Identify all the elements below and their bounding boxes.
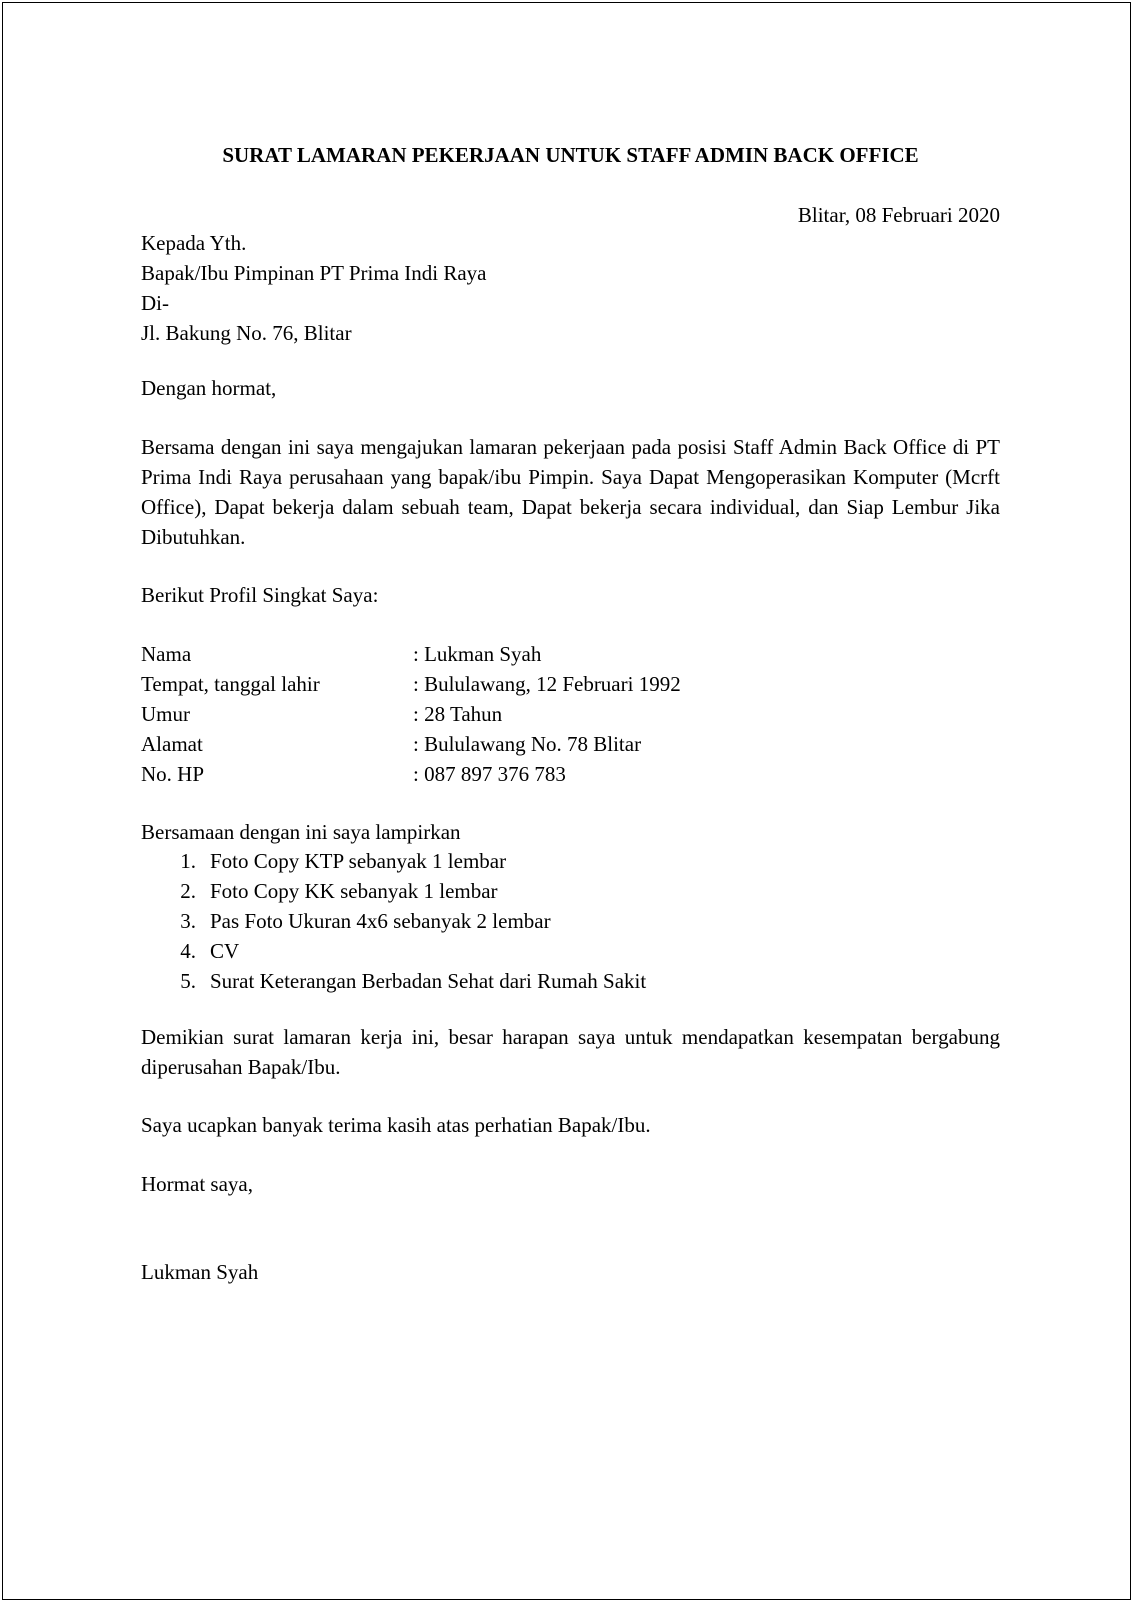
attachments-heading: Bersamaan dengan ini saya lampirkan <box>141 820 461 844</box>
letter-page <box>2 2 1131 1600</box>
letter-title: SURAT LAMARAN PEKERJAAN UNTUK STAFF ADMIN BACK OFFICE <box>222 143 919 167</box>
list-item-number: 3. <box>180 909 196 933</box>
sign-off: Hormat saya, <box>141 1172 253 1196</box>
profile-row <box>141 699 1000 729</box>
list-item-text: Foto Copy KTP sebanyak 1 lembar <box>210 849 507 873</box>
profile-value: : Lukman Syah <box>413 642 542 666</box>
profile-row <box>141 729 1000 759</box>
profile-row <box>141 639 1000 669</box>
list-item <box>141 846 1000 876</box>
list-item-text: Pas Foto Ukuran 4x6 sebanyak 2 lembar <box>210 909 551 933</box>
closing-paragraph: Demikian surat lamaran kerja ini, besar harapan saya untuk mendapatkan kesempatan bergabung diperusahan Bapak/Ibu. <box>141 1025 1000 1079</box>
profile-value: : Bululawang No. 78 Blitar <box>413 732 642 756</box>
profile-label: No. HP <box>141 762 205 786</box>
list-item-text: CV <box>210 939 240 963</box>
list-item <box>141 936 1000 966</box>
signature-name: Lukman Syah <box>141 1260 259 1284</box>
thanks-line: Saya ucapkan banyak terima kasih atas perhatian Bapak/Ibu. <box>141 1113 651 1137</box>
recipient-block <box>141 228 1000 348</box>
profile-heading: Berikut Profil Singkat Saya: <box>141 583 379 607</box>
list-item-number: 2. <box>180 879 196 903</box>
list-item <box>141 966 1000 996</box>
recipient-line: Kepada Yth. <box>141 231 247 255</box>
recipient-line: Jl. Bakung No. 76, Blitar <box>141 321 352 345</box>
list-item <box>141 876 1000 906</box>
letter-date: Blitar, 08 Februari 2020 <box>797 203 1000 227</box>
intro-paragraph: Bersama dengan ini saya mengajukan lamaran pekerjaan pada posisi Staff Admin Back Office di PT Prima Indi Raya perusahaan yang bapak/ibu Pimpin. Saya Dapat Mengoperasikan Komputer (Mcrft Office), Dapat bekerja dalam sebuah team, Dapat bekerja secara individual, dan Siap Lembur Jika Dibutuhkan. <box>141 435 1000 549</box>
attachments-list <box>141 846 1000 996</box>
profile-label: Umur <box>141 702 190 726</box>
profile-label: Tempat, tanggal lahir <box>141 672 320 696</box>
list-item-text: Surat Keterangan Berbadan Sehat dari Rumah Sakit <box>210 969 647 993</box>
list-item <box>141 906 1000 936</box>
recipient-line: Bapak/Ibu Pimpinan PT Prima Indi Raya <box>141 261 487 285</box>
profile-table <box>141 639 1000 789</box>
profile-value: : Bululawang, 12 Februari 1992 <box>413 672 681 696</box>
recipient-line: Di- <box>141 291 169 315</box>
list-item-number: 1. <box>180 849 196 873</box>
profile-value: : 087 897 376 783 <box>413 762 566 786</box>
profile-row <box>141 759 1000 789</box>
profile-value: : 28 Tahun <box>413 702 503 726</box>
list-item-number: 4. <box>180 939 196 963</box>
list-item-number: 5. <box>180 969 196 993</box>
list-item-text: Foto Copy KK sebanyak 1 lembar <box>210 879 498 903</box>
profile-label: Alamat <box>141 732 203 756</box>
profile-label: Nama <box>141 642 192 666</box>
profile-row <box>141 669 1000 699</box>
salutation: Dengan hormat, <box>141 376 277 400</box>
